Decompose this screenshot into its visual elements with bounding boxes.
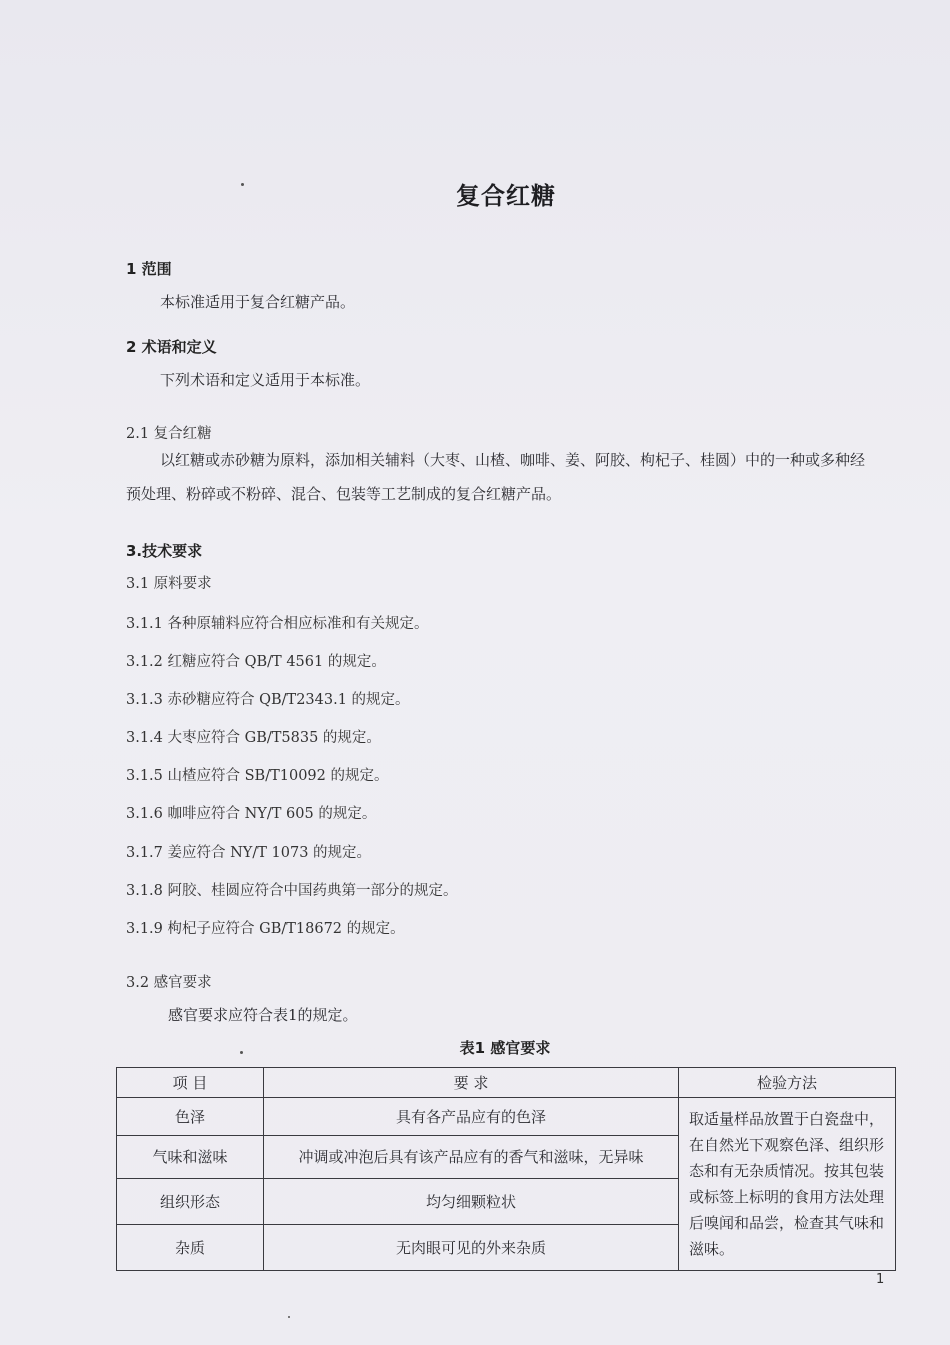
requirement-item: 3.1.9 枸杞子应符合 GB/T18672 的规定。: [126, 921, 405, 937]
requirement-item: 3.1.8 阿胶、桂圆应符合中国药典第一部分的规定。: [126, 883, 458, 899]
table-header-requirement: 要 求: [264, 1068, 679, 1098]
section-2-1-paragraph: 以红糖或赤砂糖为原料，添加相关辅料（大枣、山楂、咖啡、姜、阿胶、枸杞子、桂圆）中的一种或多种经预处理、粉碎或不粉碎、混合、包装等工艺制成的复合红糖产品。: [126, 451, 866, 503]
requirement-item: 3.1.6 咖啡应符合 NY/T 605 的规定。: [126, 806, 377, 822]
page-number: 1: [876, 1272, 885, 1287]
document-title: 复合红糖: [456, 182, 556, 210]
table-cell-requirement: 冲调或冲泡后具有该产品应有的香气和滋味，无异味: [264, 1135, 679, 1179]
requirement-item: 3.1.7 姜应符合 NY/T 1073 的规定。: [126, 845, 372, 861]
table-cell-item: 杂质: [117, 1225, 264, 1271]
table-cell-requirement: 具有各产品应有的色泽: [264, 1098, 679, 1136]
requirement-item: 3.1.5 山楂应符合 SB/T10092 的规定。: [126, 768, 389, 784]
table-header-row: [117, 1068, 896, 1098]
table-header-method: 检验方法: [679, 1068, 896, 1098]
table-cell-requirement: 均匀细颗粒状: [264, 1179, 679, 1225]
sensory-requirements-table: [116, 1067, 896, 1271]
section-1-text: 本标准适用于复合红糖产品。: [160, 293, 356, 311]
section-3-heading: 3.技术要求: [126, 542, 203, 560]
section-3-2-heading: 3.2 感官要求: [126, 975, 212, 991]
table-cell-requirement: 无肉眼可见的外来杂质: [264, 1225, 679, 1271]
section-3-2-text: 感官要求应符合表1的规定。: [168, 1006, 358, 1024]
table-header-item: 项 目: [117, 1068, 264, 1098]
requirement-item: 3.1.3 赤砂糖应符合 QB/T2343.1 的规定。: [126, 692, 410, 708]
scan-speck: [288, 1316, 290, 1318]
section-1-heading: 1 范围: [126, 260, 172, 278]
scan-speck: [240, 1051, 243, 1054]
section-3-1-heading: 3.1 原料要求: [126, 576, 212, 592]
scan-speck: [241, 183, 244, 186]
table-row: [117, 1098, 896, 1136]
section-2-text: 下列术语和定义适用于本标准。: [160, 371, 371, 389]
table-caption: 表1 感官要求: [459, 1039, 551, 1057]
table-cell-method: 取适量样品放置于白瓷盘中，在自然光下观察色泽、组织形态和有无杂质情况。按其包装或标签上标明的食用方法处理后嗅闻和品尝，检查其气味和滋味。: [679, 1098, 896, 1271]
requirement-item: 3.1.1 各种原辅料应符合相应标准和有关规定。: [126, 616, 429, 632]
table-cell-item: 气味和滋味: [117, 1135, 264, 1179]
table-cell-item: 色泽: [117, 1098, 264, 1136]
requirement-item: 3.1.2 红糖应符合 QB/T 4561 的规定。: [126, 654, 386, 670]
section-2-1-heading: 2.1 复合红糖: [126, 426, 212, 442]
section-2-heading: 2 术语和定义: [126, 338, 217, 356]
requirement-item: 3.1.4 大枣应符合 GB/T5835 的规定。: [126, 730, 381, 746]
table-cell-item: 组织形态: [117, 1179, 264, 1225]
